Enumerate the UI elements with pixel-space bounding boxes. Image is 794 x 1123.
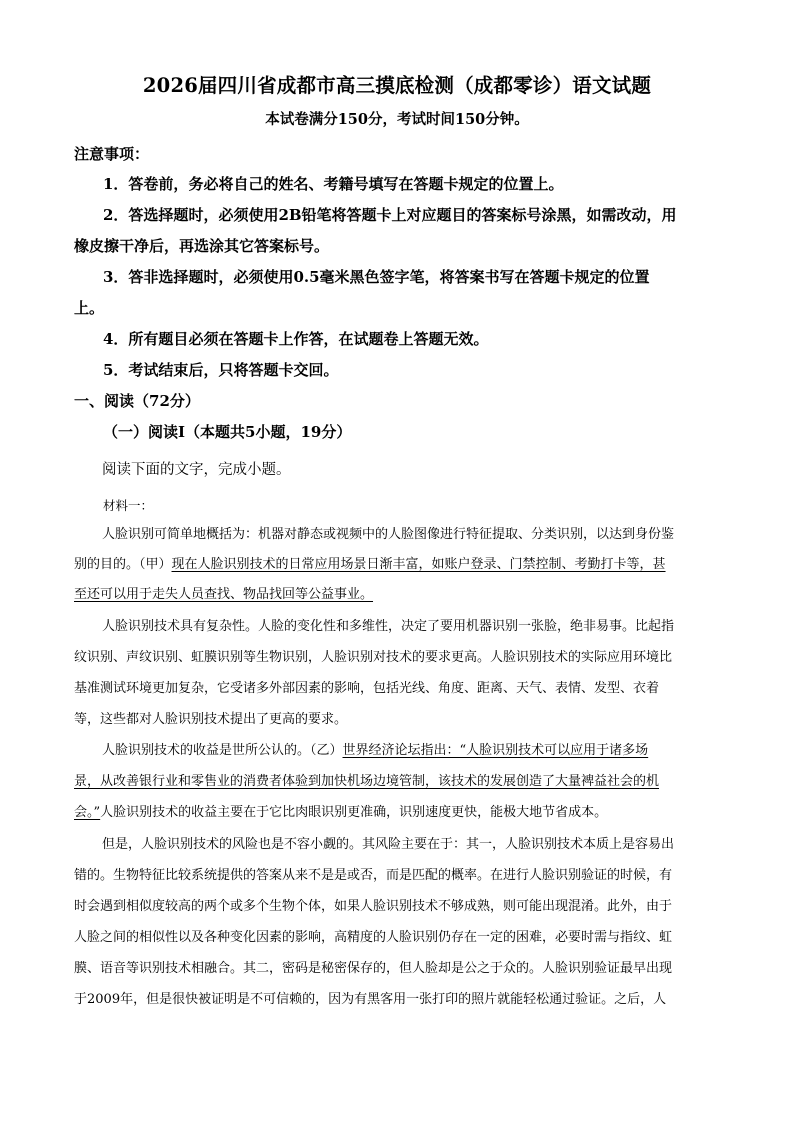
marker-yi: 人脸识别技术的收益是世所公认的。（乙）	[102, 743, 343, 758]
underlined-sentence-yi-end: 会。”	[74, 805, 101, 820]
text-line	[102, 741, 648, 761]
reading-instruction: 阅读下面的文字，完成小题。	[102, 462, 291, 478]
text-line: 基准测试环境更加复杂，它受诸多外部因素的影响，包括光线、角度、距离、天气、表情、发型、衣着	[74, 681, 660, 696]
text-line: 膜、语音等识别技术相融合。其二，密码是秘密保存的，但人脸却是公之于众的。人脸识别验证最早出现	[74, 961, 673, 976]
underlined-sentence-yi: 世界经济论坛指出：“人脸识别技术可以应用于诸多场	[342, 743, 649, 758]
notice-item: 5．考试结束后，只将答题卡交回。	[103, 361, 339, 379]
notice-item: 3．答非选择题时，必须使用0.5毫米黑色签字笔，将答案书写在答题卡规定的位置	[103, 268, 650, 286]
text-line: 等，这些都对人脸识别技术提出了更高的要求。	[74, 712, 348, 727]
notice-item: 2．答选择题时，必须使用2B铅笔将答题卡上对应题目的答案标号涂黑，如需改动，用	[103, 206, 677, 224]
underlined-sentence-jia: 现在人脸识别技术的日常应用场景日渐丰富，如账户登录、门禁控制、考勤打卡等，甚	[171, 557, 666, 572]
notice-item: 4．所有题目必须在答题卡上作答，在试题卷上答题无效。	[103, 330, 489, 348]
text-line: 人脸之间的相似性以及各种变化因素的影响，高精度的人脸识别仍存在一定的困难，必要时需与指纹、虹	[74, 930, 673, 945]
text-line-rest: 人脸识别技术的收益主要在于它比肉眼识别更准确，识别速度更快，能极大地节省成本。	[100, 805, 608, 820]
notice-heading: 注意事项：	[74, 145, 150, 163]
subsection-heading: （一）阅读Ⅰ（本题共5小题，19分）	[103, 423, 352, 441]
text-line: 纹识别、声纹识别、虹膜识别等生物识别，人脸识别对技术的要求更高。人脸识别技术的实际应用环境比	[74, 650, 673, 665]
text-line: 时会遇到相似度较高的两个或多个生物个体，如果人脸识别技术不够成熟，则可能出现混淆。此外，由于	[74, 899, 673, 914]
text-line: 人脸识别可简单地概括为：机器对静态或视频中的人脸图像进行特征提取、分类识别，以达到身份鉴	[102, 527, 675, 542]
text-line	[74, 555, 666, 575]
text-line: 但是，人脸识别技术的风险也是不容小觑的。其风险主要在于：其一，人脸识别技术本质上是容易出	[102, 837, 675, 852]
underlined-sentence-yi-continued: 景，从改善银行业和零售业的消费者体验到加快机场边境管制，该技术的发展创造了大量裨益社会的机	[74, 774, 660, 789]
exam-title: 2026届四川省成都市高三摸底检测（成都零诊）语文试题	[142, 74, 652, 97]
underlined-sentence-jia-continued: 至还可以用于走失人员查找、物品找回等公益事业。	[74, 587, 374, 602]
marker-jia: 别的目的。（甲）	[74, 557, 172, 572]
notice-item: 1．答卷前，务必将自己的姓名、考籍号填写在答题卡规定的位置上。	[103, 175, 564, 193]
notice-item-continued: 上。	[74, 299, 105, 317]
text-line: 错的。生物特征比较系统提供的答案从来不是是或否，而是匹配的概率。在进行人脸识别验证的时候，有	[74, 868, 673, 883]
notice-item-continued: 橡皮擦干净后，再选涂其它答案标号。	[74, 237, 330, 255]
text-line	[74, 803, 607, 823]
section-heading: 一、阅读（72分）	[74, 392, 200, 410]
text-line: 人脸识别技术具有复杂性。人脸的变化性和多维性，决定了要用机器识别一张脸，绝非易事。比起指	[102, 619, 675, 634]
text-line: 于2009年，但是很快被证明是不可信赖的，因为有黑客用一张打印的照片就能轻松通过验证。之后，人	[74, 992, 667, 1007]
exam-subtitle: 本试卷满分150分，考试时间150分钟。	[265, 111, 529, 128]
material-label: 材料一：	[103, 498, 154, 513]
